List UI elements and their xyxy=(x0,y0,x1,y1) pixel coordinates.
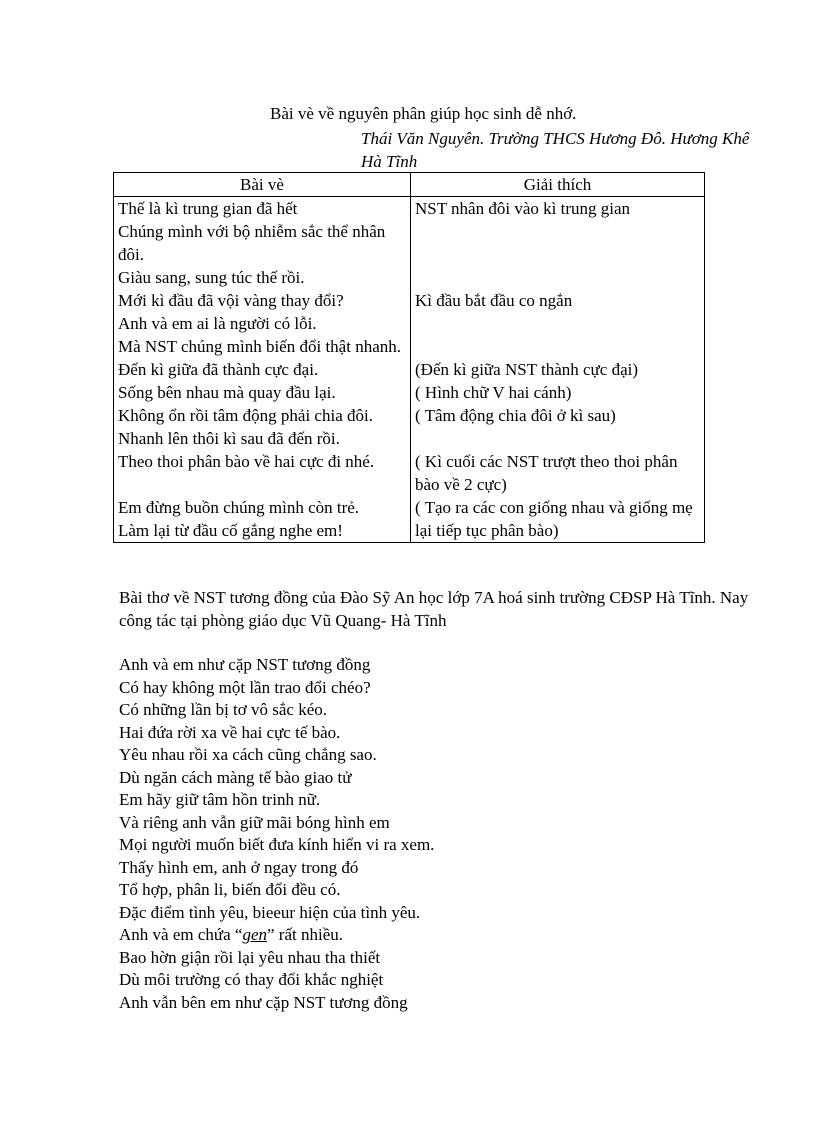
header-verse: Bài vè xyxy=(114,173,411,197)
verse-line: Em đừng buồn chúng mình còn trẻ. xyxy=(118,498,360,517)
poem-line: Anh và em như cặp NST tương đồng xyxy=(119,655,371,674)
explanation-line: Kì đầu bắt đầu co ngắn xyxy=(415,291,573,310)
verse-line: Anh và em ai là người có lỗi. xyxy=(118,314,317,333)
verse-table xyxy=(113,172,705,543)
explanation-line: NST nhân đôi vào kì trung gian xyxy=(415,199,630,218)
poem-line: Thấy hình em, anh ở ngay trong đó xyxy=(119,857,359,877)
poem-line: Yêu nhau rồi xa cách cũng chẳng sao. xyxy=(119,745,377,764)
poem-line: Tổ hợp, phân li, biến đổi đều có. xyxy=(119,880,341,899)
verse-cell xyxy=(114,381,411,404)
table-row xyxy=(114,450,705,496)
explanation-cell xyxy=(411,496,705,543)
table-row xyxy=(114,358,705,381)
verse-line: Làm lại từ đầu cố gắng nghe em! xyxy=(118,521,343,540)
explanation-cell xyxy=(411,289,705,358)
explanation-line: ( Tâm động chia đôi ở kì sau) xyxy=(415,406,616,425)
verse-line: Chúng mình với bộ nhiễm sắc thể nhân đôi. xyxy=(118,222,386,264)
poem-body xyxy=(119,654,719,1014)
table-row xyxy=(114,289,705,358)
poem-line: Và riêng anh vẫn giữ mãi bóng hình em xyxy=(119,812,390,832)
verse-line: Mới kì đầu đã vội vàng thay đổi? xyxy=(118,291,344,310)
poem-line: Em hãy giữ tâm hồn trinh nữ. xyxy=(119,790,321,809)
explanation-line: (Đến kì giữa NST thành cực đại) xyxy=(415,360,639,379)
poem-line: Bao hờn giận rồi lại yêu nhau tha thiết xyxy=(119,947,381,967)
verse-cell xyxy=(114,197,411,290)
table-row xyxy=(114,496,705,543)
verse-line: Sống bên nhau mà quay đầu lại. xyxy=(118,383,336,402)
poem-line: Có hay không một lần trao đổi chéo? xyxy=(119,677,371,697)
verse-line: Mà NST chúng mình biến đổi thật nhanh. xyxy=(118,337,401,356)
poem-line: Dù ngăn cách màng tế bào giao tử xyxy=(119,767,352,787)
poem-line: Hai đứa rời xa về hai cực tế bào. xyxy=(119,722,341,742)
explanation-line: ( Tạo ra các con giống nhau và giống mẹ lại tiếp tục phân bào) xyxy=(415,498,693,540)
poem-line: Đặc điểm tình yêu, bieeur hiện của tình yêu. xyxy=(119,902,421,922)
explanation-cell xyxy=(411,197,705,290)
verse-cell xyxy=(114,404,411,450)
explanation-line: ( Hình chữ V hai cánh) xyxy=(415,383,572,402)
verse-cell xyxy=(114,358,411,381)
poem-line: Có những lần bị tơ vô sắc kéo. xyxy=(119,700,328,719)
poem-intro: Bài thơ về NST tương đồng của Đào Sỹ An học lớp 7A hoá sinh trường CĐSP Hà Tĩnh. Nay công tác tại phòng giáo dục Vũ Quang- Hà Tĩnh xyxy=(119,588,749,630)
header-explanation: Giải thích xyxy=(411,173,705,197)
verse-line: Nhanh lên thôi kì sau đã đến rồi. xyxy=(118,429,340,448)
poem-line: Mọi người muốn biết đưa kính hiển vi ra xem. xyxy=(119,835,435,854)
verse-cell xyxy=(114,496,411,543)
verse-line: Giàu sang, sung túc thế rồi. xyxy=(118,268,305,287)
explanation-line: ( Kì cuối các NST trượt theo thoi phân bào về 2 cực) xyxy=(415,452,678,494)
verse-line: Đến kì giữa đã thành cực đại. xyxy=(118,360,319,379)
explanation-cell xyxy=(411,358,705,381)
verse-line: Theo thoi phân bào về hai cực đi nhé. xyxy=(118,452,375,471)
gen-word: gen xyxy=(242,925,267,944)
poem-line: Anh vẫn bên em như cặp NST tương đồng xyxy=(119,992,408,1012)
verse-line: Thế là kì trung gian đã hết xyxy=(118,199,298,218)
table-header-row xyxy=(114,173,705,197)
document-title: Bài vè về nguyên phân giúp học sinh dễ nhớ. xyxy=(270,104,577,123)
verse-line: Không ổn rồi tâm động phải chia đôi. xyxy=(118,406,373,425)
table-row xyxy=(114,381,705,404)
explanation-cell xyxy=(411,450,705,496)
gen-line-before: Anh và em chứa “ xyxy=(119,925,243,944)
author-line: Thái Văn Nguyên. Trường THCS Hương Đô. Hương Khê Hà Tĩnh xyxy=(361,129,750,171)
poem-line-gen xyxy=(119,924,719,947)
explanation-cell xyxy=(411,381,705,404)
poem-line: Dù môi trường có thay đổi khắc nghiệt xyxy=(119,970,384,989)
verse-cell xyxy=(114,450,411,496)
verse-cell xyxy=(114,289,411,358)
gen-line-after: ” rất nhiều. xyxy=(267,925,343,944)
table-row xyxy=(114,197,705,290)
explanation-cell xyxy=(411,404,705,450)
table-row xyxy=(114,404,705,450)
